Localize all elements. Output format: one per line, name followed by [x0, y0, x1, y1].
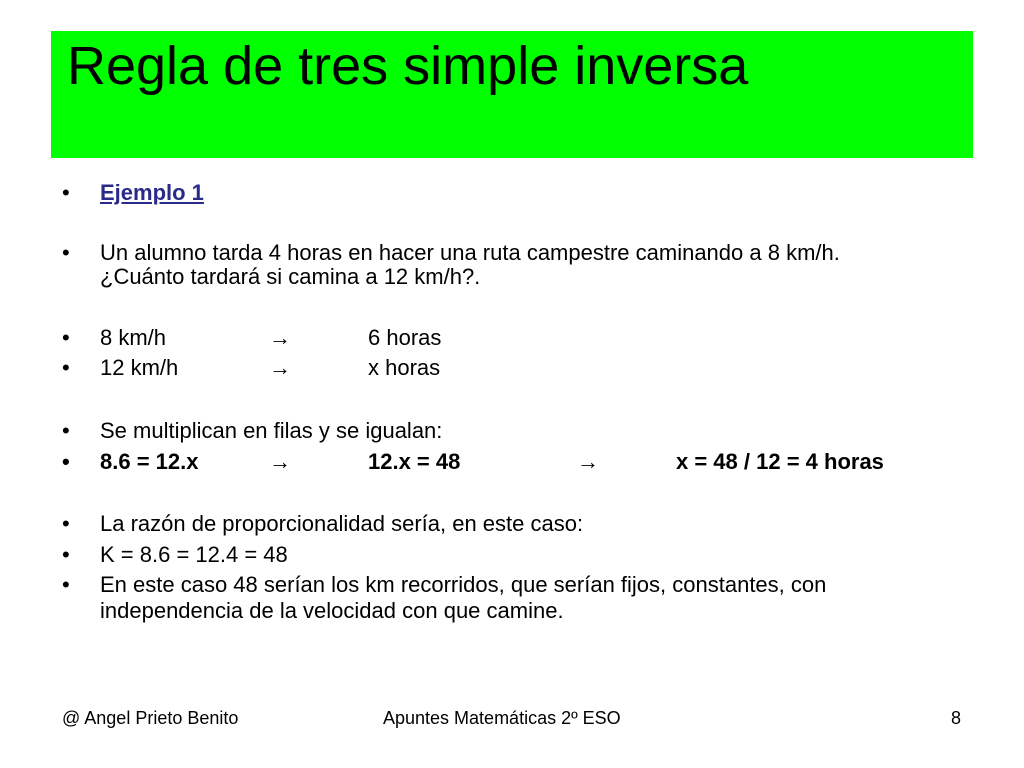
bullet-icon: • — [62, 325, 70, 350]
arrow-icon: → — [269, 355, 291, 380]
equation-part-2: 12.x = 48 — [368, 449, 461, 474]
speed-value: 8 km/h — [100, 325, 167, 350]
time-value: x horas — [368, 355, 441, 380]
bullet-icon: • — [62, 418, 70, 443]
problem-line-1: Un alumno tarda 4 horas en hacer una ruta campestre caminando a 8 km/h. — [100, 240, 840, 265]
arrow-icon: → — [269, 449, 291, 474]
problem-line-2: ¿Cuánto tardará si camina a 12 km/h?. — [100, 264, 481, 289]
example-heading-link[interactable]: Ejemplo 1 — [100, 180, 204, 205]
multiply-text: Se multiplican en filas y se igualan: — [100, 418, 443, 443]
speed-value: 12 km/h — [100, 355, 179, 380]
conclusion-line-2: independencia de la velocidad con que camine. — [100, 598, 564, 623]
ratio-text: La razón de proporcionalidad sería, en este caso: — [100, 511, 584, 536]
equation-part-3: x = 48 / 12 = 4 horas — [676, 449, 884, 474]
conclusion-line-1: En este caso 48 serían los km recorridos, que serían fijos, constantes, con — [100, 572, 827, 597]
k-text: K = 8.6 = 12.4 = 48 — [100, 542, 288, 567]
bullet-icon: • — [62, 572, 70, 597]
bullet-icon: • — [62, 355, 70, 380]
bullet-icon: • — [62, 180, 70, 205]
equation-part-1: 8.6 = 12.x — [100, 449, 199, 474]
bullet-icon: • — [62, 542, 70, 567]
arrow-icon: → — [577, 449, 599, 474]
bullet-icon: • — [62, 449, 70, 474]
slide-title: Regla de tres simple inversa — [67, 36, 749, 96]
bullet-icon: • — [62, 240, 70, 265]
bullet-icon: • — [62, 511, 70, 536]
footer-page-number: 8 — [951, 708, 962, 728]
footer-author: @ Angel Prieto Benito — [62, 708, 239, 728]
time-value: 6 horas — [368, 325, 442, 350]
footer-course: Apuntes Matemáticas 2º ESO — [383, 708, 621, 728]
arrow-icon: → — [269, 325, 291, 350]
